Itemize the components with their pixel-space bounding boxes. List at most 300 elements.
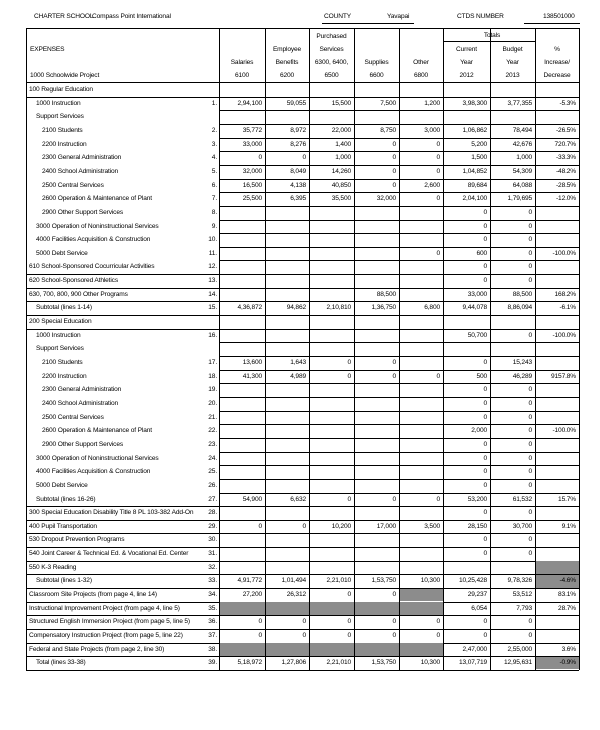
row-rule — [26, 288, 579, 289]
salaries-cell: 13,600 — [242, 359, 262, 366]
line-number: 4. — [211, 154, 217, 162]
current-cell: 0 — [483, 263, 487, 271]
pct-cell: -26.5% — [556, 126, 576, 134]
pct-cell: 83.1% — [558, 591, 576, 599]
row-label: 610 School-Sponsored Cocurricular Activities — [29, 263, 155, 271]
supplies-cell: 0 — [392, 140, 396, 148]
supplies-code: 6600 — [369, 72, 384, 79]
other-cell: 0 — [436, 249, 440, 257]
salaries-cell: 35,772 — [242, 126, 262, 134]
column-rule — [354, 28, 355, 670]
other-cell: 0 — [436, 618, 440, 626]
budget-cell: 0 — [528, 277, 532, 285]
budget-cell: 0 — [528, 249, 532, 257]
pct-cell: -6.1% — [559, 304, 576, 312]
line-number: 10. — [208, 236, 217, 244]
supplies-heading: Supplies — [364, 59, 389, 66]
current-cell: 0 — [483, 454, 487, 462]
salaries-code: 6100 — [234, 72, 250, 79]
line-number: 17. — [208, 359, 217, 366]
line-number: 25. — [208, 468, 217, 476]
budget-cell: 53,512 — [512, 591, 532, 599]
line-number: 22. — [208, 427, 217, 435]
benefits-cell: 6,632 — [290, 495, 306, 503]
row-label: Compensatory Instruction Project (from page 5, line 22) — [29, 632, 183, 639]
supplies-cell: 0 — [392, 591, 396, 599]
column-rule — [535, 28, 536, 670]
current-cell: 1,500 — [471, 154, 487, 162]
budget-cell: 0 — [528, 632, 532, 639]
pct-cell: 28.7% — [558, 604, 576, 612]
county-name: Yavapai — [387, 13, 410, 20]
line-number: 13. — [208, 277, 217, 285]
supplies-cell: 7,500 — [380, 99, 396, 107]
pct-cell: -100.0% — [552, 427, 576, 435]
column-rule — [579, 28, 580, 670]
row-label: 2300 General Administration — [42, 386, 122, 394]
purchased-cell: 1,400 — [335, 140, 351, 148]
purchased-cell: 0 — [347, 618, 351, 626]
budget-cell: 0 — [528, 440, 532, 448]
current-cell: 33,000 — [467, 290, 487, 298]
benefits-cell: 8,276 — [290, 140, 306, 148]
row-label: Classroom Site Projects (from page 4, line 14) — [29, 591, 157, 599]
pct-cell: -33.3% — [556, 154, 576, 162]
line-number: 2. — [211, 126, 217, 134]
salaries-heading: Salaries — [230, 59, 254, 66]
line-number: 6. — [211, 181, 217, 189]
left-border — [26, 28, 27, 670]
purchased-cell: 35,500 — [331, 195, 351, 203]
supplies-cell: 0 — [392, 632, 396, 639]
budget-cell: 0 — [528, 618, 532, 626]
benefits-cell: 4,138 — [290, 181, 306, 189]
row-label: 2900 Other Support Services — [42, 440, 123, 448]
row-label: 5000 Debt Service — [36, 249, 88, 257]
current-cell: 13,07,719 — [459, 659, 487, 667]
salaries-cell: 2,94,100 — [237, 99, 262, 107]
pct-cell: -100.0% — [552, 249, 576, 257]
line-number: 18. — [208, 372, 217, 380]
budget-cell: 1,79,695 — [507, 195, 532, 203]
shaded-cell — [219, 643, 443, 656]
salaries-cell: 25,500 — [242, 195, 262, 203]
other-cell: 0 — [436, 154, 440, 162]
purchased-cell: 14,260 — [331, 167, 351, 175]
pct-cell: 15.7% — [558, 495, 576, 503]
budget-cell: 15,243 — [512, 359, 532, 366]
pct-cell: -0.9% — [559, 659, 576, 667]
row-label: 2400 School Administration — [42, 167, 119, 175]
benefits-cell: 1,27,806 — [281, 659, 306, 667]
row-label: Subtotal (lines 1-32) — [36, 577, 92, 585]
column-rule — [265, 28, 266, 670]
purchased-cell: 0 — [347, 359, 351, 366]
benefits-cell: 0 — [302, 632, 306, 639]
other-heading: Other — [413, 59, 429, 66]
other-cell: 0 — [436, 195, 440, 203]
ctds-underline — [524, 23, 580, 24]
benefits-cell: 1,643 — [290, 359, 306, 366]
supplies-cell: 1,36,750 — [371, 304, 396, 312]
line-number: 16. — [208, 331, 217, 339]
salaries-cell: 33,000 — [242, 140, 262, 148]
benefits-code: 6200 — [279, 72, 295, 79]
row-label: 4000 Facilities Acquisition & Construction — [36, 236, 151, 244]
current-cell: 2,000 — [471, 427, 487, 435]
budget-cell: 64,088 — [512, 181, 532, 189]
row-label: 3000 Operation of Noninstructional Services — [36, 454, 159, 462]
budget-cell: 3,77,355 — [507, 99, 532, 107]
line-number: 5. — [211, 167, 217, 175]
current-cell: 28,150 — [467, 522, 487, 530]
other-cell: 0 — [436, 167, 440, 175]
benefits-cell: 8,972 — [290, 126, 306, 134]
line-number: 28. — [208, 509, 217, 517]
budget-heading-2: Year — [506, 59, 519, 66]
supplies-cell: 1,53,750 — [371, 577, 396, 585]
row-rule — [26, 520, 579, 521]
supplies-cell: 8,750 — [380, 126, 396, 134]
current-cell: 0 — [483, 359, 487, 366]
row-label: 2200 Instruction — [42, 140, 87, 148]
pct-cell: 720.7% — [554, 140, 576, 148]
other-cell: 3,500 — [424, 522, 440, 530]
row-rule — [26, 670, 579, 671]
purchased-cell: 15,500 — [331, 99, 351, 107]
row-label: Structured English Immersion Project (from page 5, line 5) — [29, 618, 190, 626]
purchased-heading-2: Services — [319, 46, 344, 53]
budget-cell: 0 — [528, 481, 532, 489]
current-cell: 29,237 — [467, 591, 487, 599]
salaries-cell: 16,500 — [242, 181, 262, 189]
other-cell: 10,300 — [420, 659, 440, 667]
line-number: 1. — [211, 99, 217, 107]
pct-cell: -28.5% — [556, 181, 576, 189]
row-rule — [26, 561, 579, 562]
benefits-heading-1: Employee — [272, 46, 302, 53]
row-rule — [26, 656, 579, 657]
pct-heading-1: % — [554, 46, 560, 53]
line-number: 34. — [208, 591, 217, 599]
current-cell: 0 — [483, 468, 487, 476]
pct-heading-3: Decrease — [543, 72, 571, 79]
row-rule — [26, 547, 579, 548]
current-cell: 50,700 — [467, 331, 487, 339]
row-rule — [26, 274, 579, 275]
shaded-cell — [399, 589, 443, 602]
budget-heading-1: Budget — [502, 46, 523, 53]
row-rule — [26, 301, 579, 302]
budget-cell: 1,000 — [516, 154, 532, 162]
line-number: 8. — [211, 208, 217, 216]
row-label: Support Services — [36, 113, 84, 121]
line-number: 3. — [211, 140, 217, 148]
row-rule — [26, 97, 579, 98]
budget-cell: 9,78,326 — [507, 577, 532, 585]
row-label: 300 Special Education Disability Title 8 PL 103-382 Add-On — [29, 509, 194, 517]
row-label: 1000 Instruction — [36, 99, 81, 107]
row-label: Total (lines 33-38) — [36, 659, 86, 667]
current-cell: 1,04,852 — [462, 167, 487, 175]
line-number: 21. — [208, 413, 217, 421]
line-number: 33. — [208, 577, 217, 585]
ctds-number: 138501000 — [543, 13, 575, 20]
budget-cell: 8,86,094 — [507, 304, 532, 312]
budget-cell: 0 — [528, 208, 532, 216]
pct-cell: -5.3% — [559, 99, 576, 107]
other-cell: 0 — [436, 140, 440, 148]
row-label: Subtotal (lines 16-26) — [36, 495, 96, 503]
row-rule — [26, 533, 579, 534]
row-label: 2600 Operation & Maintenance of Plant — [42, 427, 152, 435]
budget-cell: 0 — [528, 413, 532, 421]
other-cell: 0 — [436, 495, 440, 503]
line-number: 20. — [208, 399, 217, 407]
budget-cell: 0 — [528, 509, 532, 517]
row-label: 400 Pupil Transportation — [29, 522, 97, 530]
row-label: 2100 Students — [42, 359, 83, 366]
current-cell: 0 — [483, 208, 487, 216]
ctds-label: CTDS NUMBER — [457, 13, 504, 20]
current-cell: 0 — [483, 399, 487, 407]
benefits-cell: 94,862 — [286, 304, 306, 312]
row-rule — [26, 506, 579, 507]
salaries-cell: 0 — [258, 522, 262, 530]
benefits-cell: 6,395 — [290, 195, 306, 203]
line-number: 7. — [211, 195, 217, 203]
current-cell: 600 — [476, 249, 487, 257]
current-cell: 0 — [483, 481, 487, 489]
other-cell: 0 — [436, 372, 440, 380]
budget-cell: 0 — [528, 263, 532, 271]
supplies-cell: 1,53,750 — [371, 659, 396, 667]
totals-heading: Totals — [483, 32, 501, 39]
purchased-code-1: 6300, 6400, — [314, 59, 349, 66]
current-cell: 2,04,100 — [462, 195, 487, 203]
purchased-cell: 1,000 — [335, 154, 351, 162]
current-cell: 1,06,862 — [462, 126, 487, 134]
salaries-cell: 0 — [258, 154, 262, 162]
line-number: 27. — [208, 495, 217, 503]
table-top-rule — [26, 28, 579, 29]
budget-cell: 0 — [528, 331, 532, 339]
line-number: 26. — [208, 481, 217, 489]
row-label: Federal and State Projects (from page 2, line 30) — [29, 645, 165, 653]
benefits-cell: 26,312 — [286, 591, 306, 599]
row-label: 620 School-Sponsored Athletics — [29, 277, 118, 285]
purchased-cell: 22,000 — [331, 126, 351, 134]
current-heading-1: Current — [456, 46, 477, 53]
supplies-cell: 32,000 — [376, 195, 396, 203]
budget-cell: 0 — [528, 222, 532, 230]
row-label: 5000 Debt Service — [36, 481, 88, 489]
line-number: 19. — [208, 386, 217, 394]
pct-cell: -4.6% — [559, 577, 576, 585]
current-cell: 0 — [483, 277, 487, 285]
row-label: 4000 Facilities Acquisition & Construction — [36, 468, 151, 476]
column-rule — [399, 28, 400, 670]
line-number: 32. — [208, 563, 217, 571]
purchased-heading-1: Purchased — [316, 33, 347, 40]
salaries-cell: 5,18,972 — [237, 659, 262, 667]
row-label: 2400 School Administration — [42, 399, 119, 407]
row-rule — [26, 629, 579, 630]
supplies-cell: 0 — [392, 495, 396, 503]
other-cell: 2,600 — [424, 181, 440, 189]
supplies-cell: 0 — [392, 359, 396, 366]
project-heading: 1000 Schoolwide Project — [30, 72, 100, 79]
line-number: 15. — [208, 304, 217, 312]
line-number: 23. — [208, 440, 217, 448]
benefits-cell: 0 — [302, 618, 306, 626]
budget-cell: 61,532 — [512, 495, 532, 503]
current-cell: 0 — [483, 413, 487, 421]
current-cell: 0 — [483, 236, 487, 244]
budget-cell: 0 — [528, 536, 532, 544]
row-label: Subtotal (lines 1-14) — [36, 304, 92, 312]
line-number: 14. — [208, 290, 217, 298]
current-cell: 2,47,000 — [462, 645, 487, 653]
line-number: 37. — [208, 632, 217, 639]
line-number: 31. — [208, 550, 217, 558]
pct-cell: -12.0% — [556, 195, 576, 203]
benefits-cell: 0 — [302, 154, 306, 162]
current-cell: 53,200 — [467, 495, 487, 503]
other-cell: 1,200 — [424, 99, 440, 107]
pct-cell: 9.1% — [561, 522, 576, 530]
other-cell: 10,300 — [420, 577, 440, 585]
budget-cell: 2,55,000 — [507, 645, 532, 653]
supplies-cell: 0 — [392, 372, 396, 380]
purchased-cell: 10,200 — [331, 522, 351, 530]
school-label: CHARTER SCHOOL — [34, 13, 94, 20]
column-rule — [490, 28, 491, 670]
benefits-cell: 8,049 — [290, 167, 306, 175]
current-cell: 9,44,078 — [462, 304, 487, 312]
header-bottom-rule — [26, 82, 579, 83]
column-rule — [309, 28, 310, 670]
current-cell: 5,200 — [471, 140, 487, 148]
line-number: 38. — [208, 645, 217, 653]
row-label: 1000 Instruction — [36, 331, 81, 339]
purchased-cell: 2,21,010 — [326, 577, 351, 585]
line-number: 11. — [208, 249, 217, 257]
line-number: 36. — [208, 618, 217, 626]
other-cell: 3,000 — [424, 126, 440, 134]
current-cell: 0 — [483, 618, 487, 626]
current-cell: 6,054 — [471, 604, 487, 612]
budget-cell: 7,793 — [516, 604, 532, 612]
row-label: 2500 Central Services — [42, 413, 104, 421]
supplies-cell: 0 — [392, 167, 396, 175]
purchased-code-2: 6500 — [324, 72, 339, 79]
pct-cell: -48.2% — [556, 167, 576, 175]
current-cell: 0 — [483, 509, 487, 517]
purchased-cell: 0 — [347, 591, 351, 599]
supplies-cell: 0 — [392, 154, 396, 162]
school-name: Compass Point International — [92, 13, 171, 20]
row-rule — [26, 329, 579, 330]
expenses-heading: EXPENSES — [30, 46, 65, 53]
current-cell: 10,25,428 — [459, 577, 487, 585]
salaries-cell: 54,900 — [242, 495, 262, 503]
benefits-cell: 59,055 — [286, 99, 306, 107]
budget-cell: 42,676 — [512, 140, 532, 148]
row-rule — [26, 615, 579, 616]
line-number: 39. — [208, 659, 217, 667]
current-year: 2012 — [459, 72, 474, 79]
column-rule — [219, 28, 220, 670]
salaries-cell: 0 — [258, 632, 262, 639]
purchased-cell: 0 — [347, 495, 351, 503]
row-rule — [26, 574, 579, 575]
row-label: Support Services — [36, 345, 84, 353]
row-label: 2900 Other Support Services — [42, 208, 123, 216]
row-rule — [26, 588, 579, 589]
budget-cell: 0 — [528, 236, 532, 244]
supplies-cell: 88,500 — [376, 290, 396, 298]
other-code: 6800 — [413, 72, 429, 79]
county-label: COUNTY — [324, 13, 351, 20]
pct-cell: -100.0% — [552, 331, 576, 339]
salaries-cell: 0 — [258, 618, 262, 626]
current-cell: 0 — [483, 536, 487, 544]
current-cell: 0 — [483, 386, 487, 394]
row-label: Instructional Improvement Project (from page 4, line 5) — [29, 604, 180, 612]
budget-year: 2013 — [505, 72, 520, 79]
line-number: 9. — [211, 222, 217, 230]
current-cell: 0 — [483, 550, 487, 558]
row-label: 100 Regular Education — [29, 86, 93, 93]
budget-cell: 46,289 — [512, 372, 532, 380]
salaries-cell: 41,300 — [242, 372, 262, 380]
current-cell: 89,684 — [467, 181, 487, 189]
row-label: 2100 Students — [42, 126, 83, 134]
benefits-cell: 1,01,494 — [281, 577, 306, 585]
row-label: 530 Dropout Prevention Programs — [29, 536, 125, 544]
shaded-cell — [535, 561, 579, 574]
totals-rule — [443, 41, 535, 42]
line-number: 24. — [208, 454, 217, 462]
benefits-cell: 4,989 — [290, 372, 306, 380]
row-rule — [26, 315, 579, 316]
budget-cell: 0 — [528, 550, 532, 558]
other-cell: 6,800 — [424, 304, 440, 312]
row-label: 3000 Operation of Noninstructional Services — [36, 222, 159, 230]
supplies-cell: 17,000 — [376, 522, 396, 530]
current-cell: 3,98,300 — [462, 99, 487, 107]
benefits-cell: 0 — [302, 522, 306, 530]
line-number: 12. — [208, 263, 217, 271]
supplies-cell: 0 — [392, 181, 396, 189]
row-label: 2200 Instruction — [42, 372, 87, 380]
current-cell: 0 — [483, 222, 487, 230]
purchased-cell: 0 — [347, 372, 351, 380]
pct-cell: 3.6% — [561, 645, 576, 653]
budget-cell: 12,95,631 — [504, 659, 532, 667]
row-label: 2300 General Administration — [42, 154, 122, 162]
row-label: 2500 Central Services — [42, 181, 104, 189]
county-underline — [322, 23, 414, 24]
budget-cell: 54,309 — [512, 167, 532, 175]
supplies-cell: 0 — [392, 618, 396, 626]
row-label: 2600 Operation & Maintenance of Plant — [42, 195, 152, 203]
benefits-heading-2: Benefits — [275, 59, 299, 66]
current-cell: 0 — [483, 632, 487, 639]
row-label: 630, 700, 800, 900 Other Programs — [29, 290, 128, 298]
budget-cell: 78,494 — [512, 126, 532, 134]
